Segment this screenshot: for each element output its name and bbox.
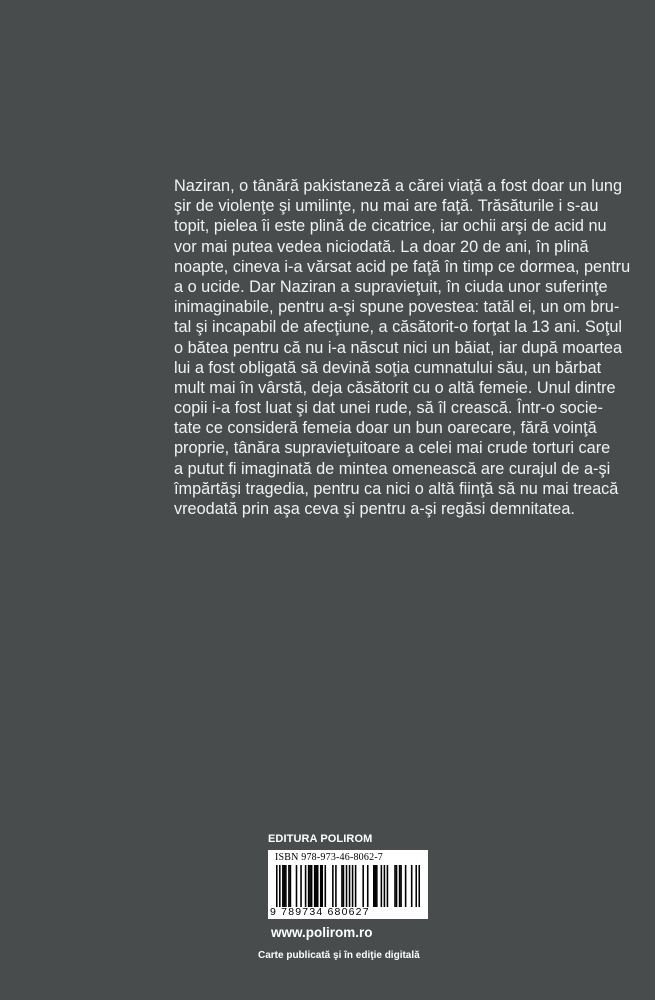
publisher-website: www.polirom.ro: [271, 925, 373, 940]
barcode-bar: [373, 865, 375, 907]
blurb-line: o bătea pentru că nu i-a născut nici un băiat, iar după moartea: [174, 338, 623, 357]
barcode-bar: [290, 865, 292, 907]
blurb-line: topit, pielea îi este plină de cicatrice, iar ochii arşi de acid nu: [174, 217, 607, 236]
back-cover-blurb: [174, 176, 631, 519]
barcode-bar: [411, 865, 413, 907]
barcode-bar: [415, 865, 417, 907]
barcode-bar: [317, 865, 319, 907]
barcode-bar: [376, 865, 378, 907]
blurb-line: proprie, tânăra supravieţuitoare a celei mai crude torturi care: [174, 439, 611, 458]
barcode-bar: [332, 865, 334, 907]
barcode-bar: [282, 865, 284, 907]
blurb-line: copii i-a fost luat şi dat unei rude, să îl crească. Într-o socie-: [174, 399, 603, 418]
blurb-line: tate ce consideră femeia doar un bun oarecare, fără voinţă: [174, 419, 597, 438]
isbn-number: ISBN 978-973-46-8062-7: [275, 852, 384, 863]
blurb-line: tal şi incapabil de afecţiune, a căsătorit-o forţat la 13 ani. Soţul: [174, 318, 622, 337]
blurb-line: vreodată prin aşa ceva şi pentru a-şi regăsi demnitatea.: [174, 500, 575, 518]
publisher-name: EDITURA POLIROM: [268, 833, 373, 845]
barcode-bar: [367, 865, 369, 907]
digital-edition-note: Carte publicată şi în ediţie digitală: [258, 950, 420, 961]
barcode-bar: [349, 865, 351, 907]
barcode-bar: [284, 865, 286, 907]
barcode-bar: [321, 865, 323, 907]
barcode-bar: [335, 865, 337, 907]
barcode-bars: [276, 865, 420, 907]
barcode-bar: [305, 865, 307, 907]
barcode-bar: [276, 865, 278, 907]
barcode-bar: [405, 865, 407, 907]
blurb-line: a putut fi imaginată de mintea omenească are curajul de a-şi: [174, 459, 611, 478]
barcode-bar: [400, 865, 402, 907]
blurb-line: lui a fost obligată să devină soţia cumnatului său, un bărbat: [174, 358, 602, 377]
blurb-line: Naziran, o tânără pakistaneză a cărei viaţă a fost doar un lung: [174, 177, 623, 195]
barcode-bar: [343, 865, 345, 907]
barcode-bar: [384, 865, 386, 907]
isbn-barcode: [268, 850, 428, 919]
barcode-bar: [352, 865, 354, 907]
barcode-bar: [279, 865, 281, 907]
barcode-bar: [285, 865, 287, 907]
barcode-bar: [308, 865, 310, 907]
blurb-line: vor mai putea vedea niciodată. La doar 20 de ani, în plină: [174, 237, 589, 256]
barcode-bar: [309, 865, 311, 907]
barcode-bar: [315, 865, 317, 907]
barcode-bar: [346, 865, 348, 907]
barcode-bar: [396, 865, 398, 907]
barcode-bar: [387, 865, 389, 907]
barcode-bar: [394, 865, 396, 907]
barcode-bar: [314, 865, 316, 907]
blurb-line: împărtăşi tragedia, pentru ca nici o altă fiinţă să nu mai treacă: [174, 479, 619, 498]
barcode-bar: [300, 865, 302, 907]
barcode-bar: [288, 865, 290, 907]
barcode-bar: [418, 865, 420, 907]
barcode-bar: [355, 865, 357, 907]
blurb-line: inimaginabile, pentru a-şi spune povestea: tatăl ei, un om bru-: [174, 298, 620, 317]
barcode-bar: [375, 865, 377, 907]
barcode-bar: [325, 865, 327, 907]
barcode-bar: [311, 865, 313, 907]
barcode-bar: [320, 865, 322, 907]
barcode-bar: [381, 865, 383, 907]
blurb-line: şir de violenţe şi umilinţe, nu mai are faţă. Trăsăturile i s-au: [174, 197, 599, 216]
barcode-bar: [362, 865, 364, 907]
blurb-line: noapte, cineva i-a vărsat acid pe faţă în timp ce dormea, pentru: [174, 257, 631, 276]
blurb-line: mult mai în vârstă, deja căsătorit cu o altă femeie. Unul dintre: [174, 378, 616, 397]
barcode-bar: [341, 865, 343, 907]
barcode-bar: [399, 865, 401, 907]
barcode-bar: [296, 865, 298, 907]
blurb-line: a o ucide. Dar Naziran a supravieţuit, în ciuda unor suferinţe: [174, 277, 608, 296]
barcode-digits: 9 789734 680627: [270, 906, 370, 918]
